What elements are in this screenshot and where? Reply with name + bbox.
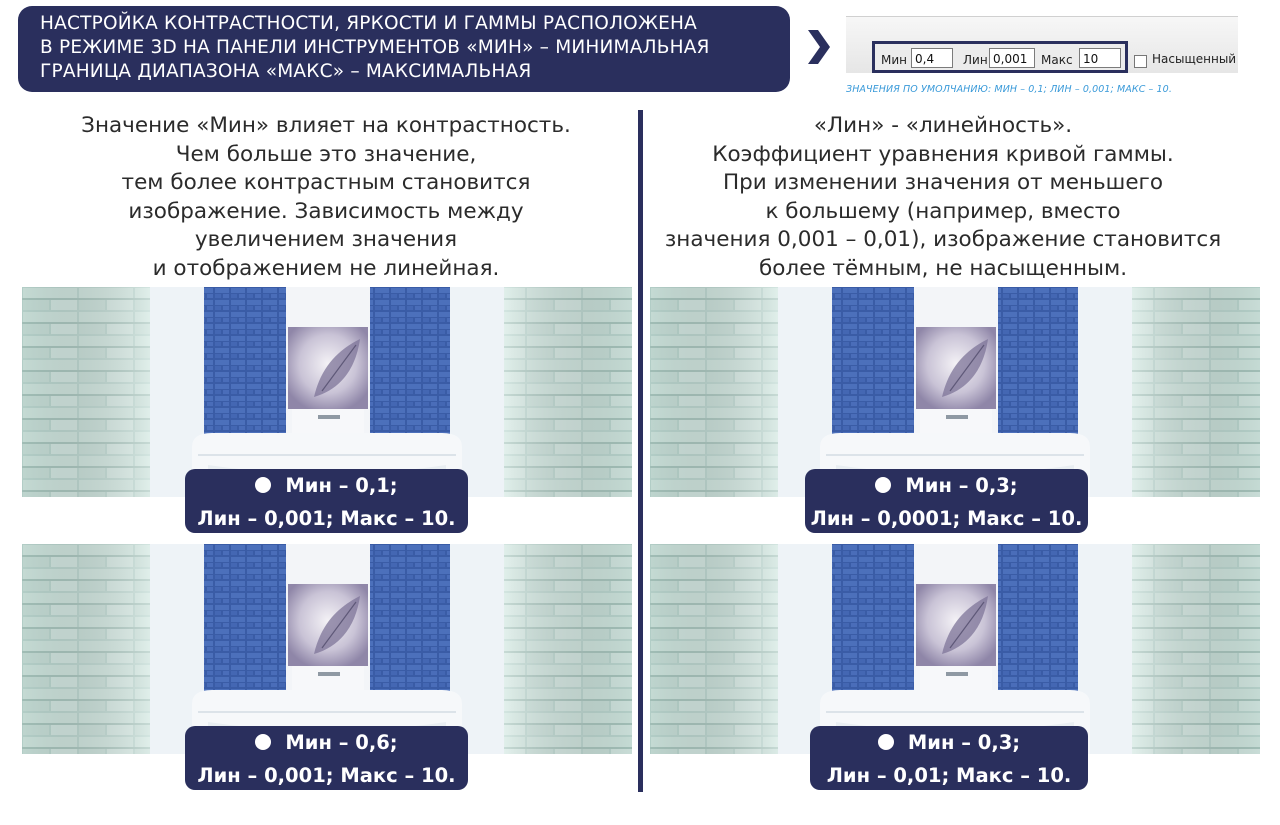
text-line: изображение. Зависимость между [128,198,524,224]
max-input[interactable]: 10 [1079,48,1121,68]
banner-line-2: В РЕЖИМЕ 3D НА ПАНЕЛИ ИНСТРУМЕНТОВ «МИН» – МИНИМАЛЬНАЯ [40,37,710,58]
text-line: значения 0,001 – 0,01), изображение становится [664,227,1222,252]
chevron-right-icon [808,30,830,64]
lin-label: Лин [963,53,988,67]
caption-line-1: Мин – 0,1; [285,474,398,497]
min-label: Мин [881,53,907,67]
text-line: Коэффициент уравнения кривой гаммы. [712,141,1174,167]
caption-line-1: Мин – 0,3; [907,731,1021,754]
bathroom-render-2 [650,287,1260,497]
toolbar-screenshot [846,16,1238,73]
banner-line-1: НАСТРОЙКА КОНТРАСТНОСТИ, ЯРКОСТИ И ГАММЫ РАСПОЛОЖЕНА [40,13,697,34]
example-caption-1 [185,469,468,533]
min-input[interactable]: 0,4 [911,48,953,68]
bullet-icon [875,477,891,493]
caption-line-1: Мин – 0,3; [905,474,1018,497]
max-label: Макс [1041,53,1073,67]
caption-line-2: Лин – 0,01; Макс – 10. [826,764,1072,787]
example-caption-3 [185,726,468,790]
caption-line-2: Лин – 0,001; Макс – 10. [197,507,456,530]
column-divider [638,110,643,792]
text-line: увеличением значения [194,227,458,252]
bullet-icon [878,734,894,750]
text-line: к большему (например, вместо [765,198,1121,224]
example-caption-4 [810,726,1088,790]
lin-description [646,112,1240,283]
example-caption-2 [805,469,1088,533]
range-controls-frame [872,41,1128,73]
min-description [20,112,632,283]
bullet-icon [255,734,271,750]
text-line: Чем больше это значение, [175,141,477,167]
bathroom-render-1 [22,287,632,497]
text-line: При изменении значения от меньшего [722,170,1164,195]
text-line: более тёмным, не насыщенным. [758,255,1128,281]
text-line: Значение «Мин» влияет на контрастность. [81,113,571,138]
bathroom-render-4 [650,544,1260,754]
caption-line-2: Лин – 0,0001; Макс – 10. [810,507,1083,530]
lin-input[interactable]: 0,001 [989,48,1035,68]
saturated-checkbox[interactable] [1134,55,1147,68]
text-line: тем более контрастным становится [121,170,531,195]
banner-line-3: ГРАНИЦА ДИАПАЗОНА «МАКС» – МАКСИМАЛЬНАЯ [40,61,532,82]
saturated-label: Насыщенный [1152,52,1237,66]
caption-line-1: Мин – 0,6; [285,731,398,754]
bathroom-render-3 [22,544,632,754]
text-line: «Лин» - «линейность». [813,113,1073,138]
text-line: и отображением не линейная. [152,255,500,281]
bullet-icon [255,477,271,493]
defaults-note: ЗНАЧЕНИЯ ПО УМОЛЧАНИЮ: МИН – 0,1; ЛИН – 0,001; МАКС – 10. [846,84,1172,95]
title-banner [18,6,790,92]
caption-line-2: Лин – 0,001; Макс – 10. [197,764,456,787]
